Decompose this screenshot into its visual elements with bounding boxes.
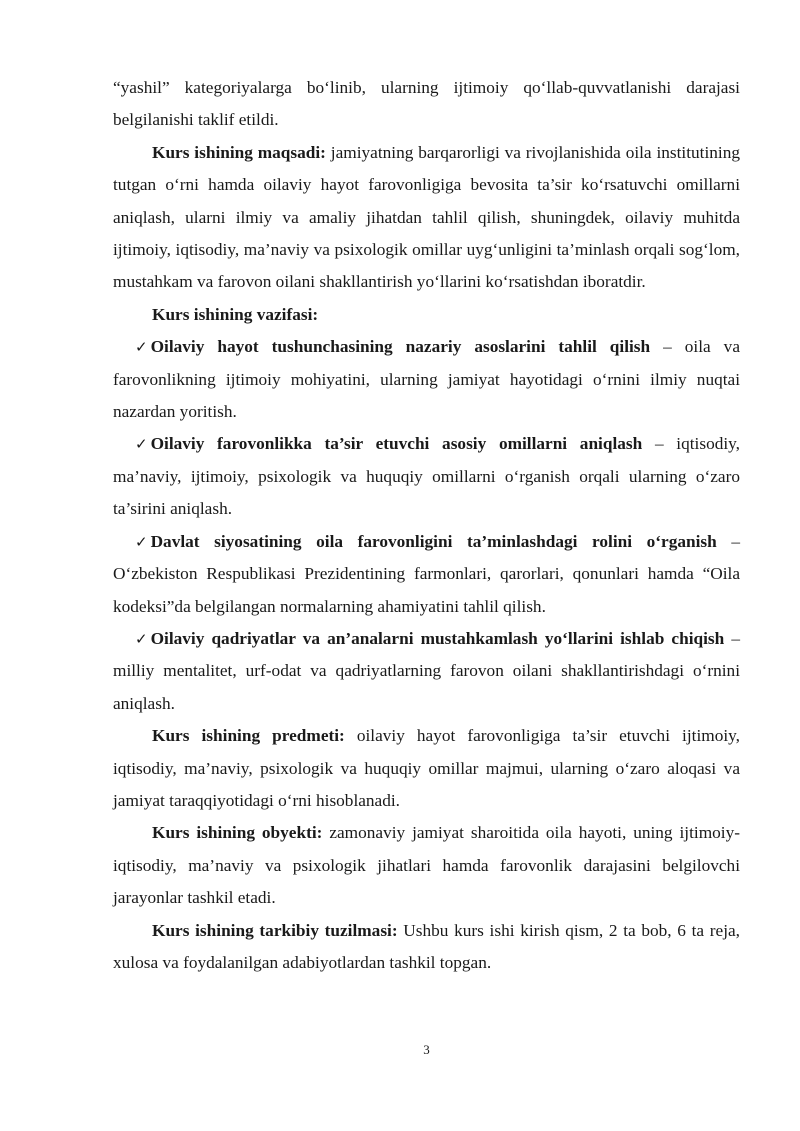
- task-item: [113, 331, 740, 428]
- goal-heading: Kurs ishining maqsadi:: [152, 142, 326, 162]
- object-heading: Kurs ishining obyekti:: [152, 823, 323, 843]
- checkmark-icon: ✓: [135, 629, 148, 648]
- task-item: [113, 623, 740, 720]
- task-title: Davlat siyosatining oila farovonligini ta’minlashdagi rolini o‘rganish: [150, 531, 717, 551]
- document-page: [113, 72, 740, 979]
- task-text: – O‘zbekiston Respublikasi Prezidentining farmonlari, qarorlari, qonunlari hamda “Oila kodeksi”da belgilangan normalarning ahamiyatini tahlil qilish.: [113, 531, 740, 616]
- structure-text: Ushbu kurs ishi kirish qism, 2 ta bob, 6 ta reja, xulosa va foydalanilgan adabiyotlardan tashkil topgan.: [113, 920, 741, 972]
- structure-paragraph: [113, 915, 740, 980]
- goal-paragraph: [113, 137, 740, 299]
- task-text: – milliy mentalitet, urf-odat va qadriyatlarning farovon oilani shakllantirishdagi o‘rnini aniqlash.: [113, 628, 741, 713]
- intro-continuation-paragraph: “yashil” kategoriyalarga bo‘linib, ularning ijtimoiy qo‘llab-quvvatlanishi darajasi belgilanishi taklif etildi.: [113, 78, 740, 130]
- task-title: Oilaviy farovonlikka ta’sir etuvchi asosiy omillarni aniqlash: [150, 434, 643, 454]
- object-paragraph: [113, 817, 740, 914]
- task-item: [113, 526, 740, 623]
- task-text: – oila va farovonlikning ijtimoiy mohiyatini, ularning jamiyat hayotidagi o‘rnini ilmiy nuqtai nazardan yoritish.: [113, 337, 740, 422]
- task-title: Oilaviy hayot tushunchasining nazariy asoslarini tahlil qilish: [150, 337, 651, 357]
- task-title: Oilaviy qadriyatlar va an’analarni mustahkamlash yo‘llarini ishlab chiqish: [150, 628, 725, 648]
- checkmark-icon: ✓: [135, 435, 148, 454]
- subject-heading: Kurs ishining predmeti:: [152, 726, 345, 746]
- subject-text: oilaviy hayot farovonligiga ta’sir etuvchi ijtimoiy, iqtisodiy, ma’naviy, psixologik va huquqiy omillar majmui, ularning o‘zaro aloqasi va jamiyat taraqqiyotidagi o‘rni hisoblanadi.: [113, 726, 740, 810]
- task-item: [113, 428, 740, 525]
- goal-text: jamiyatning barqarorligi va rivojlanishida oila institutining tutgan o‘rni hamda oilaviy hayot farovonligiga bevosita ta’sir ko‘rsatuvchi omillarni aniqlash, ularni ilmiy va amaliy jihatdan tahlil qilish, shuningdek, oilaviy muhitda ijtimoiy, iqtisodiy, ma’naviy va psixologik omillar uyg‘unligini ta’minlash orqali sog‘lom, mustahkam va farovon oilani shakllantirish yo‘llarini ko‘rsatishdan iboratdir.: [113, 142, 740, 292]
- structure-heading: Kurs ishining tarkibiy tuzilmasi:: [152, 920, 398, 940]
- page-number: 3: [423, 1042, 430, 1057]
- task-text: – iqtisodiy, ma’naviy, ijtimoiy, psixologik va huquqiy omillarni o‘rganish orqali ularning o‘zaro ta’sirini aniqlash.: [113, 434, 740, 519]
- subject-paragraph: [113, 720, 740, 817]
- checkmark-icon: ✓: [135, 532, 148, 551]
- checkmark-icon: ✓: [135, 338, 148, 357]
- object-text: zamonaviy jamiyat sharoitida oila hayoti, uning ijtimoiy-iqtisodiy, ma’naviy va psixologik jihatlari hamda farovonlik darajasini belgilovchi jarayonlar tashkil etadi.: [113, 823, 740, 908]
- tasks-heading: Kurs ishining vazifasi:: [152, 304, 319, 324]
